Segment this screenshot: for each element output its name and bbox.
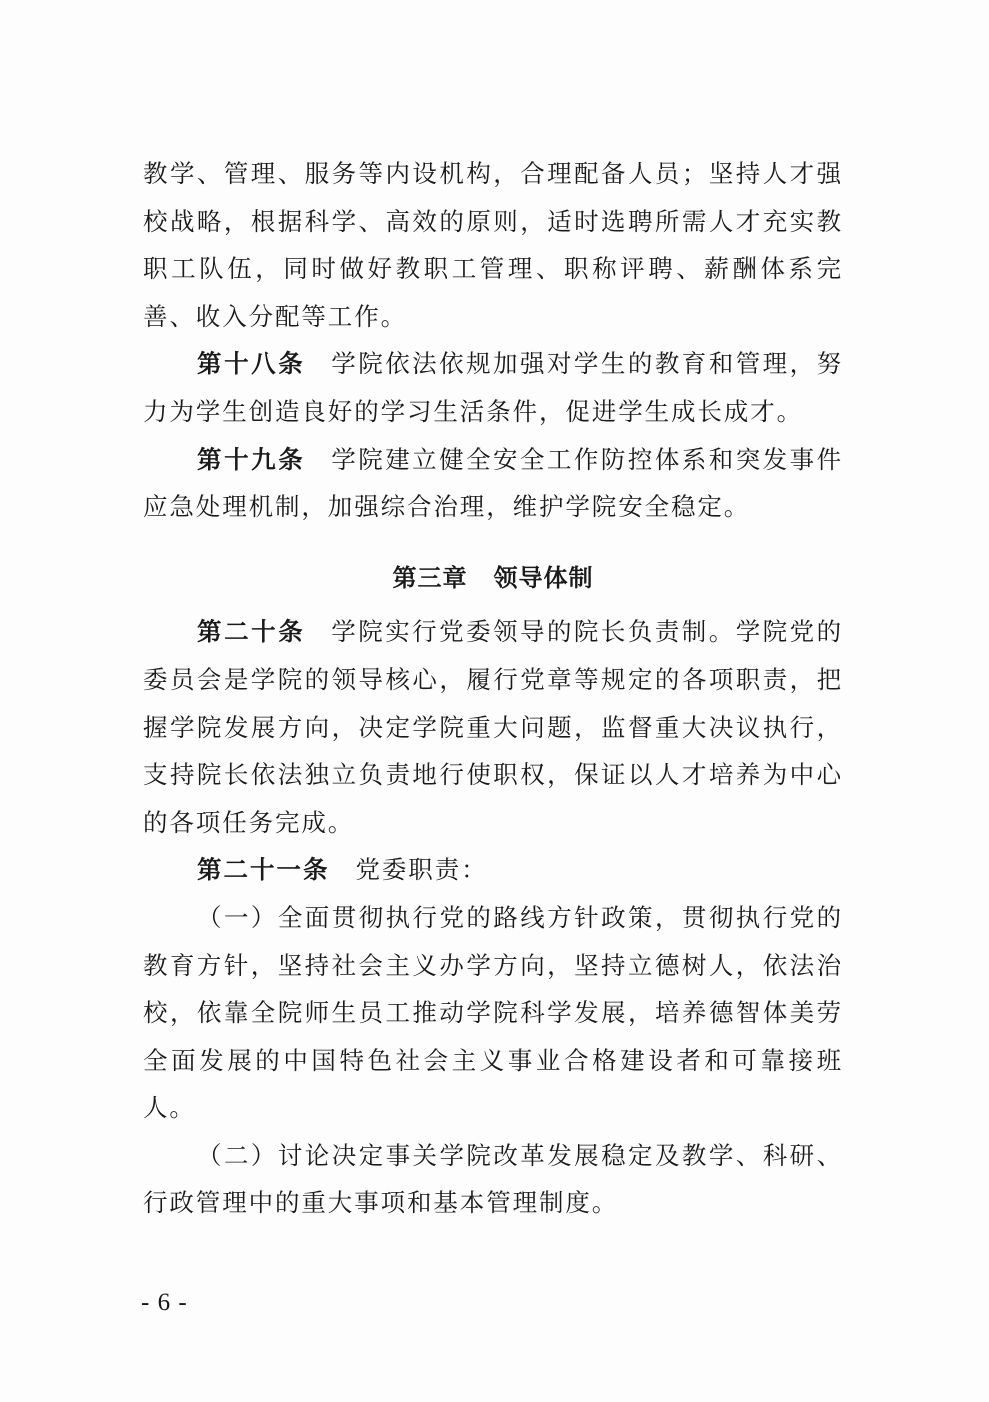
article-18: [143, 340, 843, 435]
article-20: [143, 608, 843, 846]
chapter-number: 第三章: [392, 563, 468, 592]
article-text: 学院实行党委领导的院长负责制。学院党的委员会是学院的领导核心，履行党章等规定的各项职责，把握学院发展方向，决定学院重大问题，监督重大决议执行，支持院长依法独立负责地行使职权，保证以人才培养为中心的各项任务完成。: [143, 617, 844, 837]
article-19: [143, 436, 843, 531]
article-text: 学院建立健全安全工作防控体系和突发事件应急处理机制，加强综合治理，维护学院安全稳定。: [143, 444, 844, 522]
page-number: - 6 -: [141, 1289, 188, 1316]
chapter-title: 领导体制: [493, 563, 594, 592]
paragraph-text: 教学、管理、服务等内设机构，合理配备人员；坚持人才强校战略，根据科学、高效的原则，适时选聘所需人才充实教职工队伍，同时做好教职工管理、职称评聘、薪酬体系完善、收入分配等工作。: [143, 159, 843, 331]
article-text: 学院依法依规加强对学生的教育和管理，努力为学生创造良好的学习生活条件，促进学生成长成才。: [143, 349, 844, 426]
list-item-text: （二）讨论决定事关学院改革发展稳定及教学、科研、行政管理中的重大事项和基本管理制度。: [143, 1140, 843, 1218]
list-item-2: [143, 1132, 843, 1227]
list-item-text: （一）全面贯彻执行党的路线方针政策，贯彻执行党的教育方针，坚持社会主义办学方向，坚持立德树人，依法治校，依靠全院师生员工推动学院科学发展，培养德智体美劳全面发展的中国特色社会主义事业合格建设者和可靠接班人。: [143, 902, 843, 1123]
article-21: [143, 846, 843, 894]
article-text: 党委职责：: [355, 855, 488, 885]
list-item-1: [143, 894, 843, 1132]
article-number: 第二十一条: [197, 855, 330, 885]
paragraph-continued: [143, 150, 843, 340]
article-number: 第十八条: [197, 349, 306, 379]
article-number: 第二十条: [197, 617, 306, 647]
article-number: 第十九条: [197, 444, 306, 474]
chapter-heading: [143, 555, 843, 603]
document-body: [143, 150, 843, 1227]
